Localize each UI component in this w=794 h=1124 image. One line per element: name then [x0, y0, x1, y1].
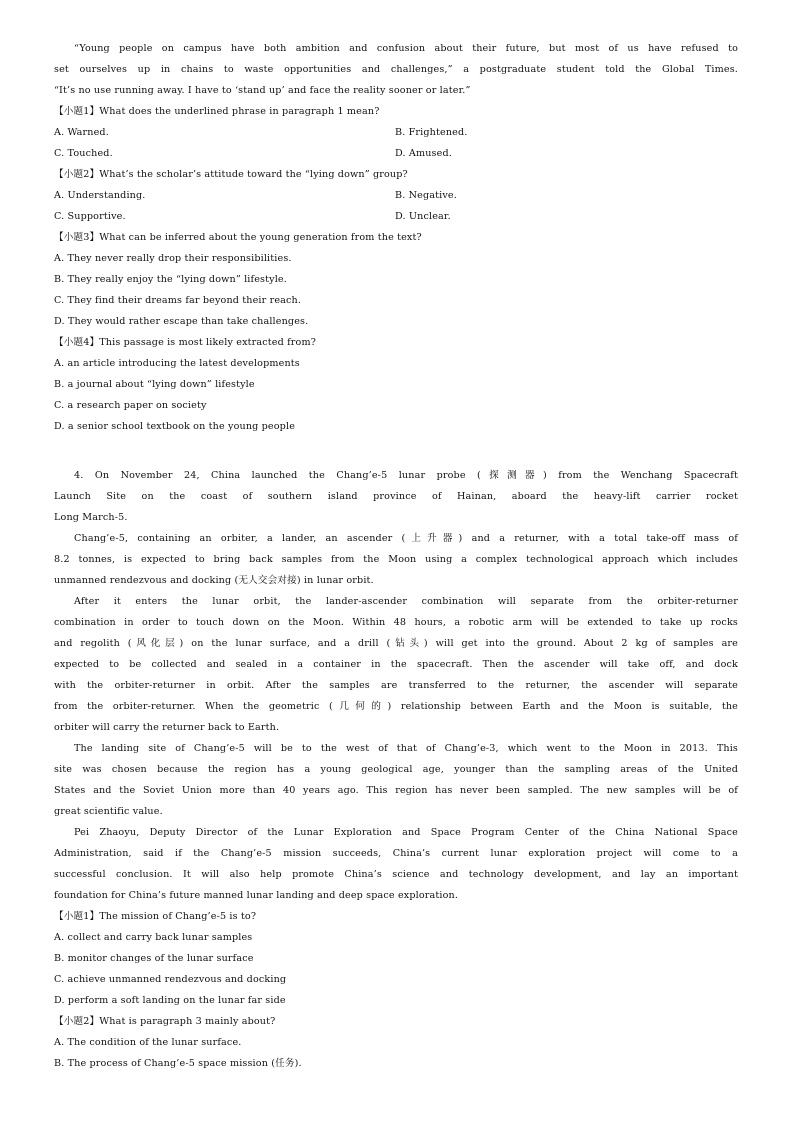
options-row: [54, 206, 738, 227]
question-1: [54, 906, 738, 1011]
options-row: [54, 185, 738, 206]
passage-paragraph: [54, 591, 738, 738]
option-b: B. The process of Chang’e-5 space mission (任务).: [54, 1058, 302, 1069]
text-line: States and the Soviet Union more than 40 years ago. This region has never been sampled. The new samples will be of: [54, 785, 738, 796]
question-1: [54, 101, 738, 164]
passage-paragraph: [54, 528, 738, 591]
text-line: orbiter will carry the returner back to Earth.: [54, 722, 280, 733]
option-b: B. Frightened.: [395, 127, 468, 138]
text-line: set ourselves up in chains to waste opportunities and challenges,” a postgraduate student told the Global Times.: [54, 64, 738, 75]
option-d: D. a senior school textbook on the young people: [54, 421, 296, 432]
question-stem: 【小题3】What can be inferred about the young generation from the text?: [54, 232, 422, 243]
option-a: A. The condition of the lunar surface.: [54, 1037, 242, 1048]
passage-paragraph: [54, 465, 738, 528]
text-line: Chang’e-5, containing an orbiter, a lander, an ascender (上升器) and a returner, with a total take-off mass of: [74, 533, 738, 544]
text-line: “Young people on campus have both ambition and confusion about their future, but most of us have refused to: [74, 43, 738, 54]
text-line: Long March-5.: [54, 512, 128, 523]
text-line: Launch Site on the coast of southern island province of Hainan, aboard the heavy-lift carrier rocket: [54, 491, 738, 502]
passage-paragraph: [54, 38, 738, 101]
text-line: and regolith (风化层) on the lunar surface, and a drill (钻头) will get into the ground. About 2 kg of samples are: [54, 638, 738, 649]
option-a: A. They never really drop their responsibilities.: [54, 253, 292, 264]
option-b: B. Negative.: [395, 190, 457, 201]
text-line: successful conclusion. It will also help promote China’s science and technology development, and lay an important: [54, 869, 738, 880]
text-line: After it enters the lunar orbit, the lander-ascender combination will separate from the orbiter-returner: [74, 596, 738, 607]
option-a: A. collect and carry back lunar samples: [54, 932, 253, 943]
text-line: expected to be collected and sealed in a container in the spacecraft. Then the ascender will take off, and dock: [54, 659, 738, 670]
question-stem: 【小题1】The mission of Chang’e-5 is to?: [54, 911, 257, 922]
options-row: [54, 143, 738, 164]
question-3: [54, 227, 738, 332]
option-d: D. perform a soft landing on the lunar far side: [54, 995, 286, 1006]
section-spacer: [54, 437, 738, 465]
option-d: D. Amused.: [395, 148, 452, 159]
text-line: 4. On November 24, China launched the Chang’e-5 lunar probe (探测器) from the Wenchang Spacecraft: [74, 470, 738, 481]
text-line: 8.2 tonnes, is expected to bring back samples from the Moon using a complex technological approach which includes: [54, 554, 738, 565]
option-c: C. Touched.: [54, 148, 113, 159]
document-page: [54, 38, 738, 1074]
options-row: [54, 122, 738, 143]
text-line: great scientific value.: [54, 806, 163, 817]
option-a: A. Understanding.: [54, 190, 146, 201]
option-d: D. Unclear.: [395, 211, 451, 222]
option-c: C. Supportive.: [54, 211, 126, 222]
option-d: D. They would rather escape than take challenges.: [54, 316, 309, 327]
question-4: [54, 332, 738, 437]
question-stem: 【小题2】What’s the scholar’s attitude toward the “lying down” group?: [54, 169, 408, 180]
passage-paragraph: [54, 822, 738, 906]
text-line: “It’s no use running away. I have to ‘stand up’ and face the reality sooner or later.”: [54, 85, 471, 96]
text-line: with the orbiter-returner in orbit. After the samples are transferred to the returner, the ascender will separate: [54, 680, 738, 691]
option-b: B. They really enjoy the “lying down” lifestyle.: [54, 274, 287, 285]
option-a: A. Warned.: [54, 127, 109, 138]
question-2: [54, 164, 738, 227]
text-line: Administration, said if the Chang’e-5 mission succeeds, China’s current lunar exploration project will come to a: [54, 848, 738, 859]
text-line: The landing site of Chang’e-5 will be to the west of that of Chang’e-3, which went to the Moon in 2013. This: [74, 743, 738, 754]
option-b: B. monitor changes of the lunar surface: [54, 953, 254, 964]
option-c: C. a research paper on society: [54, 400, 207, 411]
question-stem: 【小题2】What is paragraph 3 mainly about?: [54, 1016, 276, 1027]
question-stem: 【小题1】What does the underlined phrase in paragraph 1 mean?: [54, 106, 380, 117]
option-b: B. a journal about “lying down” lifestyle: [54, 379, 255, 390]
option-a: A. an article introducing the latest developments: [54, 358, 300, 369]
text-line: Pei Zhaoyu, Deputy Director of the Lunar Exploration and Space Program Center of the China National Space: [74, 827, 738, 838]
text-line: foundation for China’s future manned lunar landing and deep space exploration.: [54, 890, 459, 901]
passage-paragraph: [54, 738, 738, 822]
question-2: [54, 1011, 738, 1074]
text-line: unmanned rendezvous and docking (无人交会对接) in lunar orbit.: [54, 575, 374, 586]
text-line: site was chosen because the region has a young geological age, younger than the sampling areas of the United: [54, 764, 738, 775]
text-line: from the orbiter-returner. When the geometric (几何的) relationship between Earth and the Moon is suitable, the: [54, 701, 738, 712]
question-stem: 【小题4】This passage is most likely extracted from?: [54, 337, 317, 348]
option-c: C. achieve unmanned rendezvous and docking: [54, 974, 287, 985]
text-line: combination in order to touch down on the Moon. Within 48 hours, a robotic arm will be extended to take up rocks: [54, 617, 738, 628]
option-c: C. They find their dreams far beyond their reach.: [54, 295, 302, 306]
